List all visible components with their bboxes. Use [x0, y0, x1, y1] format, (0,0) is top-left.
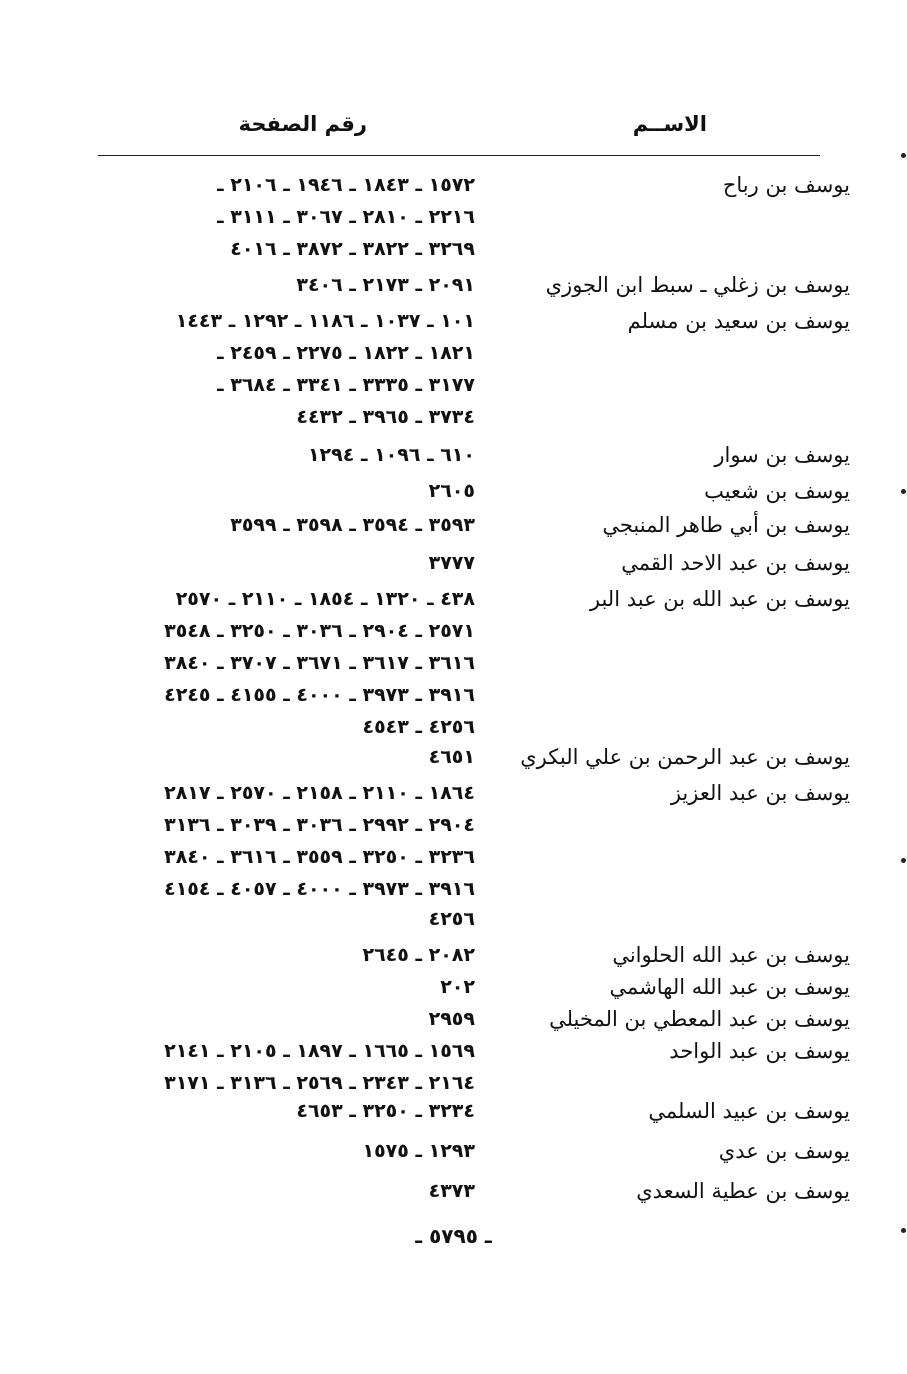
index-row: [90, 1096, 850, 1128]
index-row: [90, 648, 850, 680]
index-row: [90, 1004, 850, 1036]
entry-pages: ٢٠٢: [440, 976, 475, 998]
entry-pages: ٦١٠ ـ ١٠٩٦ ـ ١٢٩٤: [307, 444, 475, 466]
header-divider: [98, 155, 820, 156]
entry-pages: ٤٣٧٣: [428, 1180, 475, 1202]
entry-name: يوسف بن شعيب: [704, 479, 850, 503]
entry-name: يوسف بن عبيد السلمي: [648, 1099, 850, 1123]
index-row: [90, 742, 850, 774]
entry-pages: ١٨٢١ ـ ١٨٢٢ ـ ٢٢٧٥ ـ ٢٤٥٩ ـ: [217, 342, 475, 364]
entry-name: يوسف بن عبد الاحد القمي: [621, 551, 850, 575]
column-header-name: الاســم: [632, 112, 707, 136]
index-row: [90, 810, 850, 842]
entry-pages: ٢٠٩١ ـ ٢١٧٣ ـ ٣٤٠٦: [296, 274, 475, 296]
entry-pages: ١٠١ ـ ١٠٣٧ ـ ١١٨٦ ـ ١٢٩٢ ـ ١٤٤٣: [175, 310, 475, 332]
index-row: [90, 170, 850, 202]
entry-pages: ٣٢٦٩ ـ ٣٨٢٢ ـ ٣٨٧٢ ـ ٤٠١٦: [230, 238, 475, 260]
index-row: [90, 270, 850, 302]
index-row: [90, 1136, 850, 1168]
entry-name: يوسف بن عدي: [718, 1139, 850, 1163]
index-row: [90, 234, 850, 266]
page-number: ـ ٥٧٩٥ ـ: [415, 1224, 492, 1248]
entry-pages: ٤٢٥٦: [428, 908, 475, 930]
entry-name: يوسف بن عبد العزيز: [670, 781, 850, 805]
entry-pages: ٣٦١٦ ـ ٣٦١٧ ـ ٣٦٧١ ـ ٣٧٠٧ ـ ٣٨٤٠: [164, 652, 475, 674]
entry-name: يوسف بن عبد الله الهاشمي: [609, 975, 850, 999]
index-row: [90, 972, 850, 1004]
entry-pages: ٤٢٥٦ ـ ٤٥٤٣: [362, 716, 475, 738]
entry-name: يوسف بن رباح: [722, 173, 850, 197]
entry-name: يوسف بن عطية السعدي: [636, 1179, 850, 1203]
index-row: [90, 712, 850, 744]
entry-name: يوسف بن أبي طاهر المنبجي: [602, 513, 850, 537]
entry-pages: ١٢٩٣ ـ ١٥٧٥: [362, 1140, 475, 1162]
entry-name: يوسف بن زغلي ـ سبط ابن الجوزي: [545, 273, 850, 297]
scan-speck: [901, 858, 906, 863]
index-row: [90, 680, 850, 712]
entry-pages: ٣٢٣٦ ـ ٣٢٥٠ ـ ٣٥٥٩ ـ ٣٦١٦ ـ ٣٨٤٠: [164, 846, 475, 868]
index-row: [90, 306, 850, 338]
index-row: [90, 338, 850, 370]
entry-pages: ٣١٧٧ ـ ٣٣٣٥ ـ ٣٣٤١ ـ ٣٦٨٤ ـ: [217, 374, 475, 396]
index-row: [90, 940, 850, 972]
entry-pages: ٢٩٥٩: [428, 1008, 475, 1030]
entry-pages: ١٨٦٤ ـ ٢١١٠ ـ ٢١٥٨ ـ ٢٥٧٠ ـ ٢٨١٧: [164, 782, 475, 804]
index-row: [90, 1036, 850, 1068]
entry-pages: ٤٦٥١: [428, 746, 475, 768]
index-row: [90, 510, 850, 542]
index-row: [90, 440, 850, 472]
entry-name: يوسف بن عبد الله بن عبد البر: [589, 587, 850, 611]
index-row: [90, 548, 850, 580]
index-row: [90, 874, 850, 906]
index-row: [90, 842, 850, 874]
index-row: [90, 370, 850, 402]
entry-pages: ٣٩١٦ ـ ٣٩٧٣ ـ ٤٠٠٠ ـ ٤١٥٥ ـ ٤٢٤٥: [164, 684, 475, 706]
entry-pages: ٢٦٠٥: [428, 480, 475, 502]
entry-name: يوسف بن عبد الرحمن بن علي البكري: [520, 745, 850, 769]
index-row: [90, 778, 850, 810]
index-row: [90, 616, 850, 648]
entry-name: يوسف بن عبد الله الحلواني: [612, 943, 850, 967]
index-row: [90, 402, 850, 434]
entry-name: يوسف بن عبد الواحد: [669, 1039, 850, 1063]
entry-pages: ٣٩١٦ ـ ٣٩٧٣ ـ ٤٠٠٠ ـ ٤٠٥٧ ـ ٤١٥٤: [164, 878, 475, 900]
entry-pages: ٣٢٣٤ ـ ٣٢٥٠ ـ ٤٦٥٣: [296, 1100, 475, 1122]
scan-speck: [901, 489, 906, 494]
entry-pages: ٢٩٠٤ ـ ٢٩٩٢ ـ ٣٠٣٦ ـ ٣٠٣٩ ـ ٣١٣٦: [164, 814, 475, 836]
column-header-page-number: رقم الصفحة: [238, 112, 367, 136]
entry-pages: ١٥٦٩ ـ ١٦٦٥ ـ ١٨٩٧ ـ ٢١٠٥ ـ ٢١٤١: [164, 1040, 475, 1062]
entry-name: يوسف بن سعيد بن مسلم: [627, 309, 850, 333]
entry-name: يوسف بن عبد المعطي بن المخيلي: [549, 1007, 850, 1031]
entry-pages: ٣٧٧٧: [428, 552, 475, 574]
entry-pages: ٢٥٧١ ـ ٢٩٠٤ ـ ٣٠٣٦ ـ ٣٢٥٠ ـ ٣٥٤٨: [164, 620, 475, 642]
entry-pages: ١٥٧٢ ـ ١٨٤٣ ـ ١٩٤٦ ـ ٢١٠٦ ـ: [217, 174, 475, 196]
index-row: [90, 904, 850, 936]
index-row: [90, 1176, 850, 1208]
index-row: [90, 476, 850, 508]
scan-speck: [901, 153, 906, 158]
entry-pages: ٢٠٨٢ ـ ٢٦٤٥: [362, 944, 475, 966]
entry-name: يوسف بن سوار: [714, 443, 850, 467]
entry-pages: ٢٢١٦ ـ ٢٨١٠ ـ ٣٠٦٧ ـ ٣١١١ ـ: [217, 206, 475, 228]
index-row: [90, 202, 850, 234]
scan-speck: [901, 1228, 906, 1233]
index-row: [90, 584, 850, 616]
entry-pages: ٣٧٣٤ ـ ٣٩٦٥ ـ ٤٤٣٢: [296, 406, 475, 428]
entry-pages: ٢١٦٤ ـ ٢٣٤٣ ـ ٢٥٦٩ ـ ٣١٣٦ ـ ٣١٧١: [164, 1072, 475, 1094]
entry-pages: ٣٥٩٣ ـ ٣٥٩٤ ـ ٣٥٩٨ ـ ٣٥٩٩: [230, 514, 475, 536]
entry-pages: ٤٣٨ ـ ١٣٢٠ ـ ١٨٥٤ ـ ٢١١٠ ـ ٢٥٧٠: [175, 588, 475, 610]
